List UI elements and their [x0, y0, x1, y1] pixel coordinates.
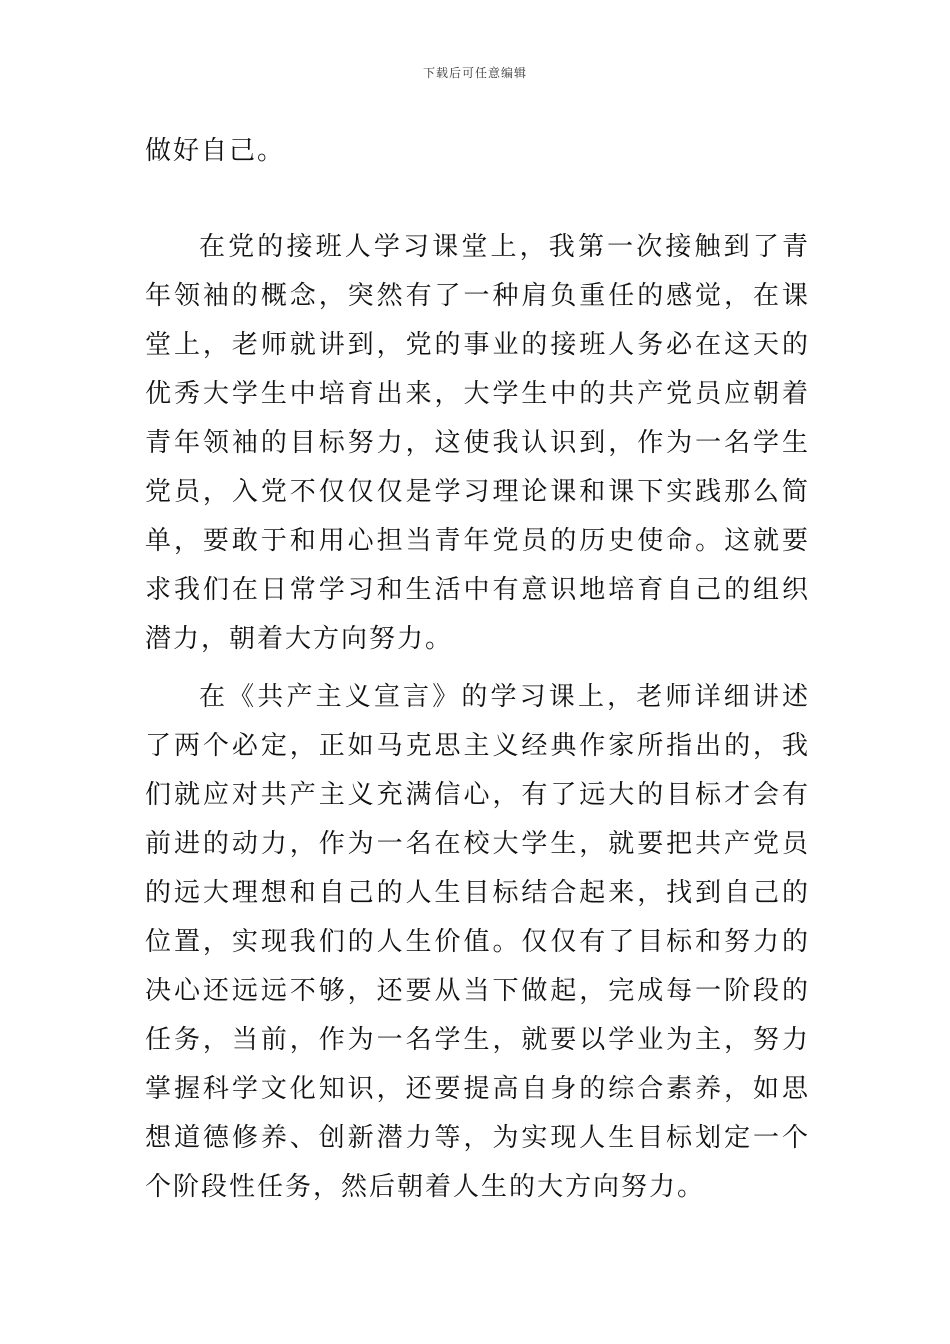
paragraph-2: 在《共产主义宣言》的学习课上，老师详细讲述了两个必定，正如马克思主义经典作家所指出的，我们就应对共产主义充满信心，有了远大的目标才会有前进的动力，作为一名在校大学生，就要把共产党员的远大理想和自己的人生目标结合起来，找到自己的位置，实现我们的人生价值。仅仅有了目标和努力的决心还远远不够，还要从当下做起，完成每一阶段的任务，当前，作为一名学生，就要以学业为主，努力掌握科学文化知识，还要提高自身的综合素养，如思想道德修养、创新潜力等，为实现人生目标划定一个个阶段性任务，然后朝着人生的大方向努力。 — [145, 682, 810, 1202]
paragraph-1: 在党的接班人学习课堂上，我第一次接触到了青年领袖的概念，突然有了一种肩负重任的感觉，在课堂上，老师就讲到，党的事业的接班人务必在这天的优秀大学生中培育出来，大学生中的共产党员应朝着青年领袖的目标努力，这使我认识到，作为一名学生党员，入党不仅仅仅是学习理论课和课下实践那么简单，要敢于和用心担当青年党员的历史使命。这就要求我们在日常学习和生活中有意识地培育自己的组织潜力，朝着大方向努力。 — [145, 232, 810, 654]
header-note: 下载后可任意编辑 — [422, 66, 527, 80]
intro-line: 做好自己。 — [145, 136, 286, 166]
